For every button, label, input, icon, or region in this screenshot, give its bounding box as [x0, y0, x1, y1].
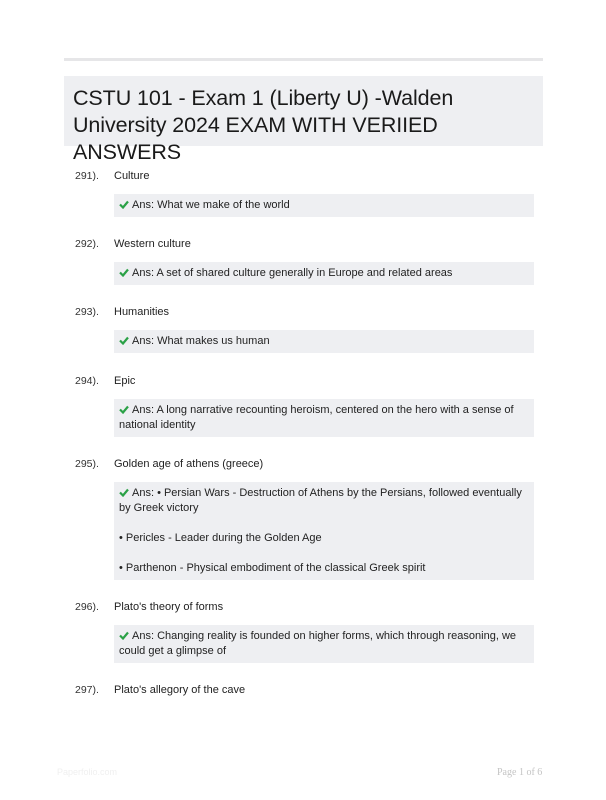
question-number: 295).: [75, 458, 99, 470]
question-text: Epic: [114, 375, 136, 387]
question-text: Golden age of athens (greece): [114, 458, 264, 470]
answer-box: [114, 625, 534, 663]
question-text: Plato's allegory of the cave: [114, 684, 246, 696]
question-number: 297).: [75, 684, 99, 696]
top-divider: [64, 58, 543, 61]
answer-text: Ans: What makes us human: [132, 335, 270, 347]
check-icon: [119, 405, 129, 414]
title-box: [64, 76, 543, 164]
check-icon: [119, 488, 129, 497]
answer-text: Ans: A long narrative recounting heroism, centered on the hero with a sense of national identity: [119, 404, 514, 431]
answer-box: [114, 262, 534, 285]
answer-text: • Parthenon - Physical embodiment of the classical Greek spirit: [119, 562, 426, 574]
answer-text: Ans: What we make of the world: [132, 199, 290, 211]
check-icon: [119, 631, 129, 640]
question-text: Humanities: [114, 306, 170, 318]
document-title: CSTU 101 - Exam 1 (Liberty U) -Walden University 2024 EXAM WITH VERIIED ANSWERS: [73, 86, 454, 164]
answer-box: [114, 399, 534, 437]
answer-box: [114, 194, 534, 217]
answer-box: [114, 482, 534, 580]
page-number: Page 1 of 6: [497, 767, 543, 778]
answer-text: Ans: • Persian Wars - Destruction of Athens by the Persians, followed eventually by Greek victory: [119, 487, 522, 514]
answer-box: [114, 330, 534, 353]
question-number: 294).: [75, 375, 99, 387]
question-text: Culture: [114, 170, 150, 182]
check-icon: [119, 268, 129, 277]
question-number: 293).: [75, 306, 99, 318]
answer-text: Ans: A set of shared culture generally in Europe and related areas: [132, 267, 453, 279]
answer-text: • Pericles - Leader during the Golden Age: [119, 532, 322, 544]
question-number: 292).: [75, 238, 99, 250]
check-icon: [119, 336, 129, 345]
question-number: 296).: [75, 601, 99, 613]
check-icon: [119, 200, 129, 209]
answer-text: Ans: Changing reality is founded on higher forms, which through reasoning, we could get a glimpse of: [119, 630, 517, 657]
question-text: Western culture: [114, 238, 191, 250]
footer-watermark: Paperfolio.com: [57, 767, 118, 777]
question-text: Plato's theory of forms: [114, 601, 224, 613]
question-number: 291).: [75, 170, 99, 182]
